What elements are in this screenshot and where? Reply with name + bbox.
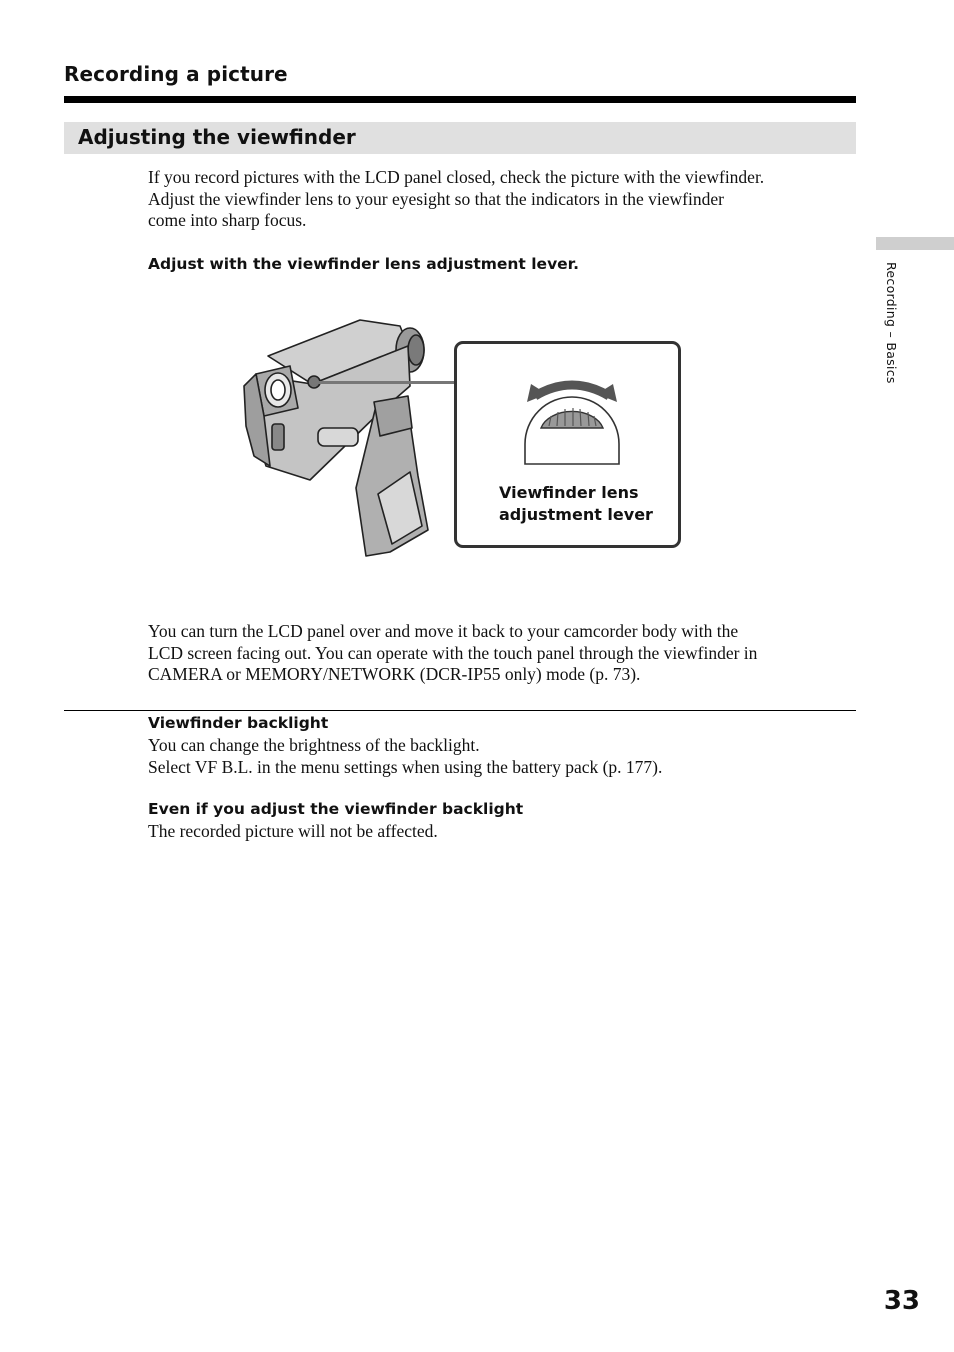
note-body-backlight [148,735,860,778]
camcorder-illustration [240,316,440,562]
note-body-even [148,821,860,843]
heading-bar [64,122,856,154]
section-title: Recording a picture [64,62,288,86]
lcd-note-line: You can turn the LCD panel over and move it back to your camcorder body with the [148,621,739,641]
intro-line: come into sharp focus. [148,210,307,231]
side-chapter-label: Recording – Basics [884,262,899,384]
page-heading: Adjusting the viewfinder [78,125,356,149]
lcd-note-paragraph [148,621,860,686]
note-title-backlight: Viewfinder backlight [148,714,329,732]
note-title-even: Even if you adjust the viewfinder backlight [148,800,524,818]
side-tab-marker [876,237,954,250]
note-line: The recorded picture will not be affected. [148,821,438,841]
note-line: You can change the brightness of the backlight. [148,735,480,755]
page-number: 33 [883,1286,920,1316]
notes-divider [64,710,856,711]
intro-paragraph [148,167,860,232]
instruction-text: Adjust with the viewfinder lens adjustment lever. [148,255,580,273]
section-divider [64,96,856,103]
callout-connector [318,381,457,384]
callout-label-line: adjustment lever [499,505,653,524]
callout-box [454,341,681,548]
callout-label-line: Viewfinder lens [499,483,639,502]
lever-closeup [517,364,627,474]
intro-line: If you record pictures with the LCD panel closed, check the picture with the viewfinder. [148,167,765,187]
lcd-note-line: LCD screen facing out. You can operate with the touch panel through the viewfinder in [148,642,758,663]
lcd-note-line: CAMERA or MEMORY/NETWORK (DCR-IP55 only) mode (p. 73). [148,664,641,685]
intro-line: Adjust the viewfinder lens to your eyesight so that the indicators in the viewfinder [148,188,724,209]
callout-label [499,482,653,526]
note-line: Select VF B.L. in the menu settings when using the battery pack (p. 177). [148,756,663,777]
